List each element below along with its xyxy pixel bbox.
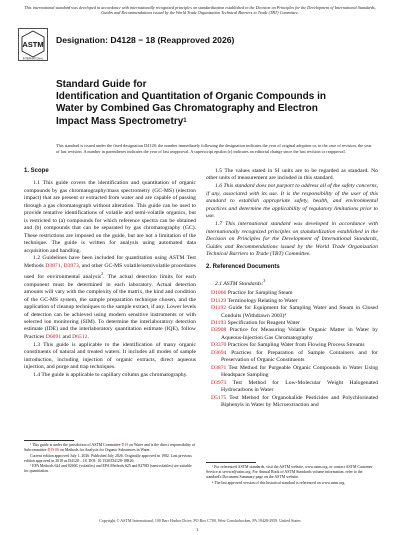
reference-item — [206, 350, 378, 365]
reference-item — [206, 342, 378, 349]
reference-code-link[interactable]: D3694 — [211, 349, 227, 356]
logo-subtext: INTERNATIONAL — [22, 57, 44, 61]
reference-item — [206, 327, 378, 342]
reference-code-link[interactable]: D1193 — [211, 320, 227, 327]
title-footnote-mark: 1 — [183, 117, 187, 124]
scope-1-2: 1.2 Guidelines have been included for quantitation using ASTM Test Methods D3871, D3973, and other GC-MS volatile/semivolatile procedures used for environmental analysis$^2$. The actual detection limits for each component must be determined in each laboratory. Actual detection amounts will vary with the complexity of the matrix, the kind and condition of the GC-MS system, the sample preparation technique chosen, and the application of cleanup techniques to the sample extract, if any. Lower levels of detection can be achieved using modern sensitive instruments or with selected ion monitoring (SIM). To determine the interlaboratory detection estimate (IDE) and the interlaboratory quantitation estimate (IQE), follow Practices D6091 and D6512. — [24, 255, 196, 340]
footnote-rule-right — [206, 462, 256, 463]
footnote-1: ¹ This guide is under the jurisdiction of ASTM Committee D19 on Water and is the direct responsibility of Subcommittee D19.06 on Methods for Analysis for Organic Substances in Water. — [24, 443, 196, 453]
link-d6091[interactable]: D6091 — [45, 333, 62, 340]
designation: Designation: D4128 − 18 (Reapproved 2026) — [56, 35, 235, 45]
scope-1-1: 1.1 This guide covers the identification and quantitation of organic compounds by gas chromatography/mass spectrometry (GC-MS) (electron impact) that are present or extracted from water and are capable of passing through a gas chromatograph without alteration. This guide can be used to provide tentative identifications of volatile and semi-volatile organics, but is restricted to (a) compounds for which reference spectra can be obtained and (b) compounds that can be separated by gas chromatography (GC). These restrictions are imposed on the guide, but are not a limitation of the technique. The guide is written for analysis using automated data acquisition and handling. — [24, 180, 196, 254]
right-column — [206, 168, 378, 409]
references-intro: 2.1 ASTM Standards:$^3$ — [215, 277, 266, 287]
footnotes-right — [206, 462, 378, 486]
link-d19-06[interactable]: D19.06 — [47, 448, 60, 453]
reference-item — [206, 365, 378, 380]
reference-code-link[interactable]: D5175 — [211, 394, 227, 401]
title-line-4: Impact Mass Spectrometry$^1$ — [56, 115, 187, 127]
issue-note: This standard is issued under the fixed designation D4128; the number immediately following the designation indicates the year of original adoption or, in the case of revision, the year of last revision. A number in parentheses indicates the year of last reapproval. A superscript epsilon (ε) indicates an editorial change since the last revision or reapproval. — [56, 143, 372, 154]
footnote-1-edition: Current edition approved July 1, 2026. Published July 2026. Originally approved in 1982. Last previous edition approved in 2018 as D4128 – 18. DOI: 10.1520/D4128-18R26. — [24, 453, 192, 463]
references-list — [206, 290, 378, 409]
link-d3973[interactable]: D3973 — [63, 262, 79, 269]
scope-1-7: 1.7 This international standard was developed in accordance with internationally recognized principles on standardization established in the Decision on Principles for the Development of International Standards, Guides and Recommendations issued by the World Trade Organization Technical Barriers to Trade (TBT) Committee. — [206, 221, 378, 257]
title-line-2: Identification and Quantitation of Organic Compounds in — [56, 91, 326, 103]
title-line-1: Standard Guide for — [56, 79, 147, 90]
reference-code-link[interactable]: D1066 — [211, 290, 227, 297]
scope-1-5: 1.5 The values stated in SI units are to be regarded as standard. No other units of measurement are included in this standard. — [206, 168, 378, 182]
footnote-2: ² EPA Methods 624 and 8260C (volatiles) and EPA Methods 625 and 8270D (semivolatiles) are suitable for quantitation. — [24, 464, 192, 474]
scope-1-3: 1.3 This guide is applicable to the identification of many organic constituents of natural and treated waters. It includes all modes of sample introduction, including injection of organic extracts, direct aqueous injection, and purge and trap techniques. — [24, 341, 196, 371]
footnote-rule — [24, 440, 74, 441]
document-title — [56, 79, 376, 128]
left-column — [24, 168, 196, 380]
reference-item — [206, 290, 378, 297]
copyright-footer: Copyright © ASTM International, 100 Barr Harbor Drive, PO Box C700, West Conshohocken, PA 19428-2959. United States — [99, 518, 301, 523]
reference-item — [206, 395, 378, 410]
reference-code-link[interactable]: D3871 — [211, 364, 227, 371]
footnotes-left — [24, 440, 196, 475]
reference-item — [206, 298, 378, 305]
reference-title: Practice for Sampling Steam — [226, 290, 293, 297]
wto-notice: This international standard was developed in accordance with internationally recognized principles on standardization established in the Decision on Principles for the Development of International Standards, Guides and Recommendations issued by the World Trade Organization Technical Barriers to Trade (TBT) Committee. — [24, 5, 376, 16]
astm-logo — [18, 28, 48, 61]
reference-title: Practice for Measuring Volatile Organic Matter in Water by Aqueous-Injection Gas Chromatography — [221, 327, 378, 341]
reference-title: Practices for Sampling Water from Flowing Process Streams — [226, 342, 365, 349]
footnote-3: ³ For referenced ASTM standards, visit the ASTM website, www.astm.org, or contact ASTM Customer Service at service@astm.org. For Annual Book of ASTM Standards volume information, refer to the standard's Document Summary page on the ASTM website. — [206, 465, 373, 480]
link-d19[interactable]: D19 — [121, 443, 129, 447]
reference-title: Test Method for Purgeable Organic Compounds in Water Using Headspace Sampling — [221, 364, 378, 379]
reference-title: Test Method for Low-Molecular Weight Halogenated Hydrocarbons in Water — [221, 379, 378, 394]
scope-1-6: 1.6 This standard does not purport to address all of the safety concerns, if any, associated with its use. It is the responsibility of the user of this standard to establish appropriate safety, health, and environmental practices and determine the applicability of regulatory limitations prior to use. — [206, 183, 378, 220]
scope-1-4: 1.4 The guide is applicable to capillary column gas chromatography. — [33, 372, 188, 379]
title-line-3: Water by Combined Gas Chromatography and Electron — [56, 103, 318, 115]
reference-title: Practices for Preparation of Sample Containers and for Preservation of Organic Constituents — [221, 349, 378, 364]
reference-title: Specification for Reagent Water — [226, 320, 300, 327]
reference-title: Terminology Relating to Water — [226, 297, 298, 304]
reference-title: Test Method for Organohalide Pesticides and Polychlorinated Biphenyls in Water by Microextraction and — [221, 394, 378, 409]
reference-title: Guide for Equipment for Sampling Water and Steam in Closed Conduits (Withdrawn 2003)⁴ — [221, 305, 378, 319]
reference-code-link[interactable]: D3973 — [211, 379, 227, 386]
reference-item — [206, 380, 378, 395]
scope-heading: 1. Scope — [24, 168, 49, 174]
reference-code-link[interactable]: D2908 — [211, 327, 227, 334]
link-d3871[interactable]: D3871 — [45, 262, 61, 269]
reference-code-link[interactable]: D3370 — [211, 342, 227, 349]
footnote-4: ⁴ The last approved version of this historical standard is referenced on www.astm.org. — [212, 480, 346, 485]
reference-item — [206, 305, 378, 320]
logo-text: ASTM — [22, 40, 44, 49]
link-d6512[interactable]: D6512 — [72, 333, 88, 340]
references-heading: 2. Referenced Documents — [206, 264, 280, 271]
reference-code-link[interactable]: D1129 — [211, 297, 227, 304]
reference-code-link[interactable]: D1192 — [211, 305, 227, 312]
page-number: 1 — [196, 527, 199, 532]
